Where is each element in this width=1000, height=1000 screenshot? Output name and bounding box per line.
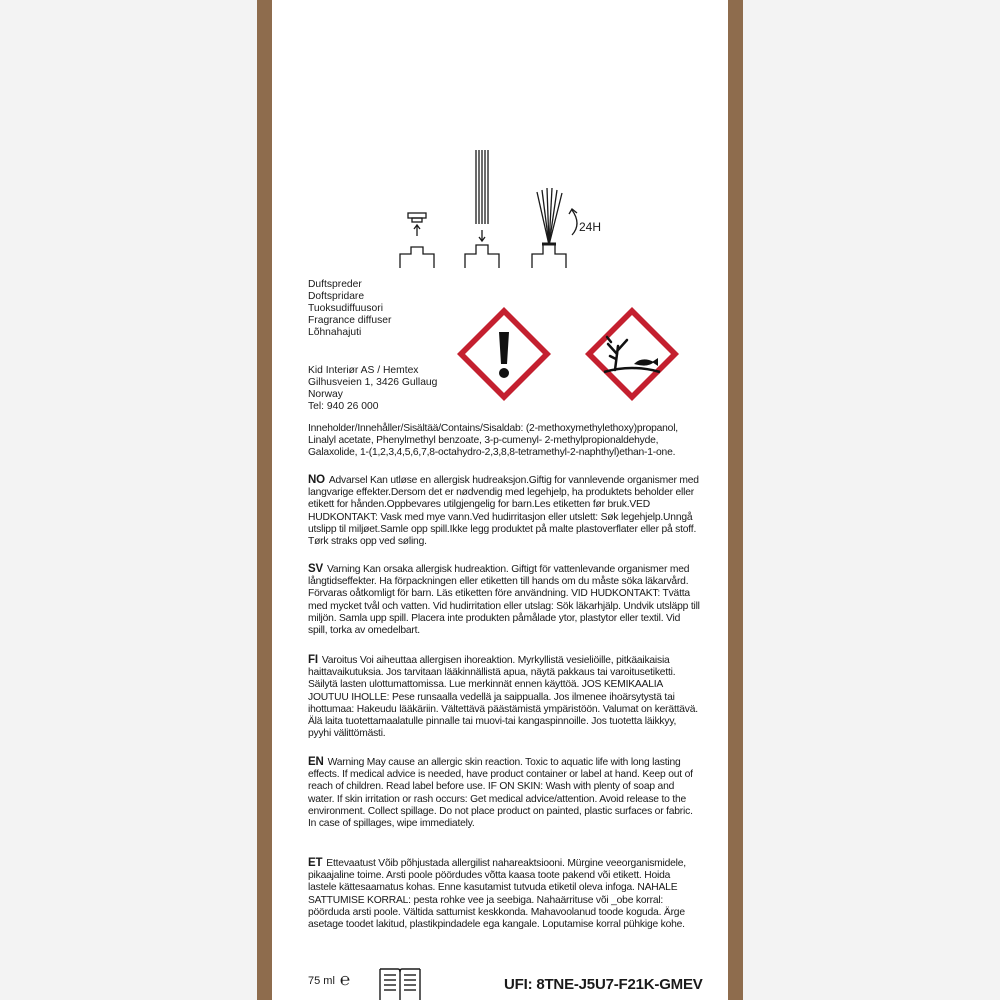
- warning-text: Advarsel Kan utløse en allergisk hudreaksjon.Giftig for vannlevende organismer med langvarige effekter.Dersom det er nødvendig med legehjelp, ha produktets beholder eller etikett for hånden.Oppbevares utilgjengelig for barn.Les etiketten før bruk.VED HUDKONTAKT: Vask med mye vann.Ved hudirritasjon eller utslett: Søk legehjelp.Unngå utslipp til miljøet.Samle opp spill.Ikke legg produktet på malte plastoverflater eller på stoff. Tørk straks opp ved søling.: [308, 475, 699, 548]
- company-address: Gilhusveien 1, 3426 Gullaug: [308, 377, 438, 388]
- language-code: EN: [308, 756, 324, 768]
- warning-text: Varning Kan orsaka allergisk hudreaktion. Giftigt för vattenlevande organismer med långtidseffekter. Ha förpackningen eller etiketten till hands om du måste söka läkarvård. Förvaras oåtkomligt för barn. Läs etiketten före användning. VID HUDKONTAKT: Tvätta med mycket tvål och vatten. Vid hudirritation eller utslag: Sök läkarhjälp. Undvik utsläpp till miljön. Samla upp spill. Placera inte produkten påmålade ytor, plastytor eller textil. Vid spill, torka av omedelbart.: [308, 564, 700, 637]
- ufi-code: UFI: 8TNE-J5U7-F21K-GMEV: [504, 976, 703, 993]
- product-name-no: Duftspreder: [308, 279, 362, 290]
- language-code: NO: [308, 474, 325, 486]
- warning-text: Varoitus Voi aiheuttaa allergisen ihoreaktion. Myrkyllistä vesieliöille, pitkäaikaisia haittavaikutuksia. Jos tarvitaan lääkinnällistä apua, näytä pakkaus tai varoitusetiketti. Säilytä lasten ulottumattomissa. Lue merkinnät ennen käyttöä. JOS KEMIKAALIA JOUTUU IHOLLE: Pese runsaalla vedellä ja saippualla. Jos ilmenee ihoärsytystä tai ihottumaa: Hakeudu lääkäriin. Vältettävä päästämistä ympäristöön. Valumat on kerättävä. Älä laita tuotettamaalatulle pinnalle tai muovi-tai kangaspinnoille. Jos tuotetta läikkyy, pyyhi välittömästi.: [308, 655, 698, 740]
- company-country: Norway: [308, 389, 343, 400]
- company-phone: Tel: 940 26 000: [308, 401, 379, 412]
- product-name-sv: Doftspridare: [308, 291, 365, 302]
- product-label: [272, 0, 728, 1000]
- label-border-right: [728, 0, 743, 1000]
- product-name-en: Fragrance diffuser: [308, 315, 392, 326]
- environment-hazard-pictogram-icon: [582, 304, 682, 404]
- exclamation-mark-pictogram-icon: [454, 304, 554, 404]
- usage-instructions: [392, 140, 622, 275]
- remove-cap-icon: [400, 213, 434, 268]
- warning-block-no: [308, 474, 700, 548]
- language-code: FI: [308, 654, 318, 666]
- product-names: [308, 279, 391, 339]
- estimated-sign-icon: ℮: [340, 970, 351, 989]
- warning-block-et: [308, 857, 700, 931]
- ingredients-text: Inneholder/Innehåller/Sisältää/Contains/Sisaldab: (2-methoxymethylethoxy)propanol, Linalyl acetate, Phenylmethyl benzoate, 3-p-cumenyl- 2-methylpropionaldehyde, Galaxolide, 1-(1,2,3,4,5,6,7,8-octahydro-2,3,8,8-tetramethyl-2-naphthyl)ethan-1-one.: [308, 423, 678, 459]
- read-manual-icon: [378, 965, 422, 1000]
- insert-sticks-icon: [465, 150, 499, 268]
- language-code: ET: [308, 857, 323, 869]
- warning-block-sv: [308, 563, 700, 637]
- flip-sticks-icon: [532, 188, 577, 268]
- label-border-left: [257, 0, 272, 1000]
- warning-text: Ettevaatust Võib põhjustada allergilist nahareaktsiooni. Mürgine veeorganismidele, pikaajaline toime. Arsti poole pöördudes võtta kaasa toote pakend või etikett. Hoida lastele kättesaamatus kohas. Enne kasutamist tutvuda etiketil oleva infoga. NAHALE SATTUMISE KORRAL: pesta rohke vee ja seebiga. Nahaärrituse või _obe korral: pöörduda arsti poole. Vältida sattumist keskkonda. Mahavoolanud toode koguda. Ärge asetage toodet lakitud, plastikpindadele ega kangale. Loputamise korral pühkige kohe.: [308, 858, 686, 931]
- volume-label: 75 ml: [308, 975, 335, 987]
- label-footer: [308, 965, 728, 1000]
- wait-time-label: 24H: [579, 220, 602, 234]
- product-name-fi: Tuoksudiffuusori: [308, 303, 383, 314]
- warning-block-fi: [308, 654, 700, 740]
- company-info: [308, 365, 437, 413]
- language-code: SV: [308, 563, 323, 575]
- warning-text: Warning May cause an allergic skin reaction. Toxic to aquatic life with long lasting effects. If medical advice is needed, have product container or label at hand. Keep out of reach of children. Read label before use. IF ON SKIN: Wash with plenty of soap and water. If skin irritation or rash occurs: Get medical advice/attention. Avoid release to the environment. Collect spillage. Do not place product on painted, plastic surfaces or fabric. In case of spillages, wipe immediately.: [308, 757, 693, 830]
- warning-block-en: [308, 756, 700, 830]
- usage-steps-icon: [392, 140, 622, 275]
- company-name: Kid Interiør AS / Hemtex: [308, 365, 419, 376]
- product-name-et: Lõhnahajuti: [308, 327, 362, 338]
